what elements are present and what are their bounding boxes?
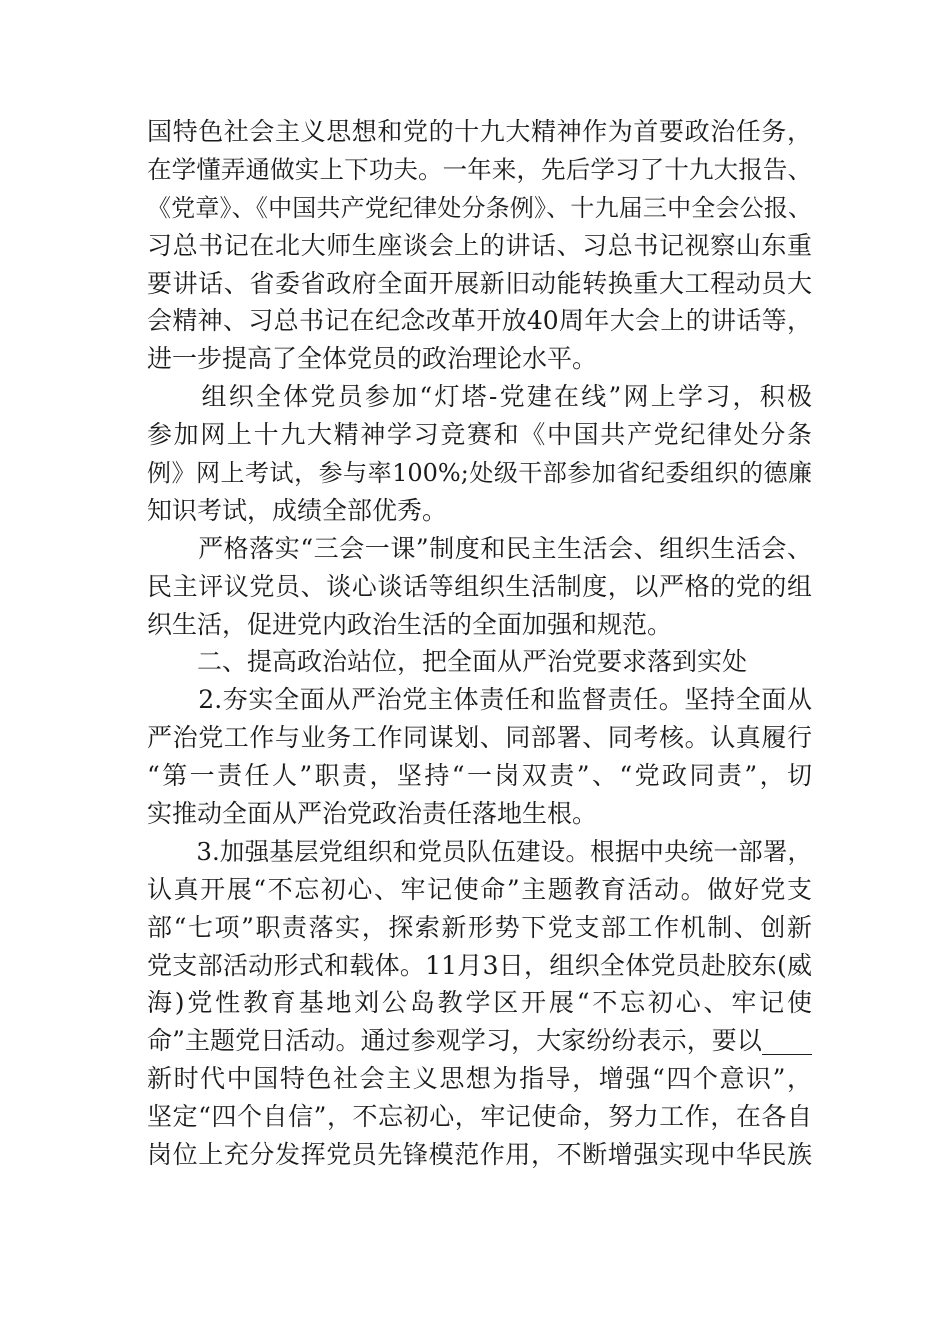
text-line: 参加网上十九大精神学习竞赛和《中国共产党纪律处分条	[147, 420, 812, 450]
text-line: 织生活，促进党内政治生活的全面加强和规范。	[147, 609, 673, 639]
text-line: 国特色社会主义思想和党的十九大精神作为首要政治任务，	[147, 117, 812, 146]
text-line: 认真开展“不忘初心、牢记使命”主题教育活动。做好党支	[147, 874, 812, 904]
text-line: 新时代中国特色社会主义思想为指导，增强“四个意识”，	[147, 1064, 812, 1094]
text-line: 坚定“四个自信”，不忘初心，牢记使命，努力工作，在各自	[147, 1102, 812, 1132]
text-line: 严格落实“三会一课”制度和民主生活会、组织生活会、	[147, 533, 812, 563]
text-line: 《党章》、《中国共产党纪律处分条例》、十九届三中全会公报、	[147, 193, 812, 222]
text-line: “第一责任人”职责，坚持“一岗双责”、“党政同责”，切	[147, 761, 812, 791]
text-line: 严治党工作与业务工作同谋划、同部署、同考核。认真履行	[147, 723, 812, 753]
text-line: 岗位上充分发挥党员先锋模范作用，不断增强实现中华民族	[147, 1140, 812, 1170]
text-line: 知识考试，成绩全部优秀。	[147, 495, 448, 525]
text-line: 会精神、习总书记在纪念改革开放40周年大会上的讲话等，	[147, 306, 812, 336]
text-line: 习总书记在北大师生座谈会上的讲话、习总书记视察山东重	[147, 230, 812, 260]
text-line: 2.夯实全面从严治党主体责任和监督责任。坚持全面从	[147, 685, 812, 715]
text-line: 3.加强基层党组织和党员队伍建设。根据中央统一部署，	[147, 836, 812, 866]
text-line: 党支部活动形式和载体。11月3日，组织全体党员赴胶东(威	[147, 950, 812, 980]
text-line: 民主评议党员、谈心谈话等组织生活制度，以严格的党的组	[147, 571, 812, 601]
text-line: 实推动全面从严治党政治责任落地生根。	[147, 799, 598, 829]
text-line: 进一步提高了全体党员的政治理论水平。	[147, 344, 598, 374]
text-line: 海)党性教育基地刘公岛教学区开展“不忘初心、牢记使	[147, 988, 812, 1018]
text-line: 二、提高政治站位，把全面从严治党要求落到实处	[147, 647, 748, 677]
text-line: 命”主题党日活动。通过参观学习，大家纷纷表示，要以____	[147, 1026, 812, 1056]
text-line: 组织全体党员参加“灯塔-党建在线”网上学习，积极	[147, 382, 812, 412]
text-line: 例》网上考试，参与率100%;处级干部参加省纪委组织的德廉	[147, 459, 812, 488]
document-body	[147, 114, 812, 1175]
text-line: 部“七项”职责落实，探索新形势下党支部工作机制、创新	[147, 912, 812, 942]
text-line: 在学懂弄通做实上下功夫。一年来，先后学习了十九大报告、	[147, 154, 812, 184]
text-line: 要讲话、省委省政府全面开展新旧动能转换重大工程动员大	[147, 268, 812, 298]
